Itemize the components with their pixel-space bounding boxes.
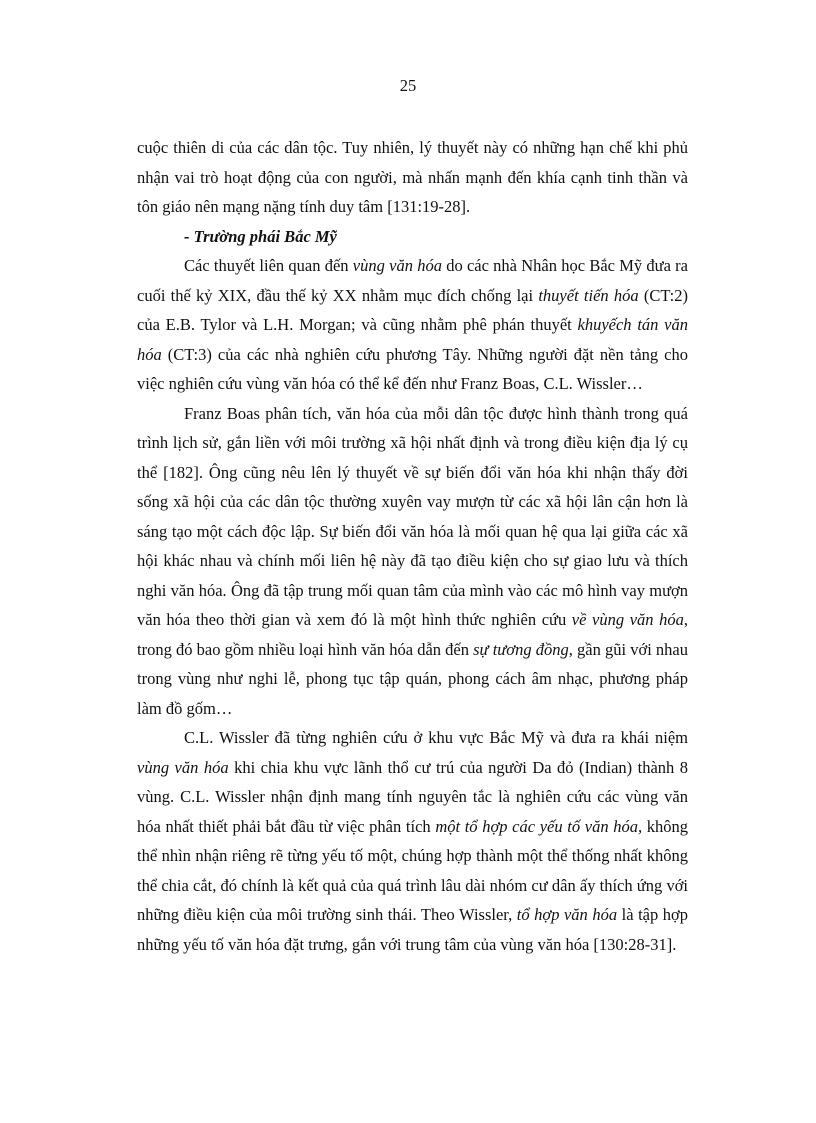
paragraph [137, 251, 688, 399]
section-heading [137, 222, 688, 252]
text-run: C.L. Wissler đã từng nghiên cứu ở khu vực Bắc Mỹ và đưa ra khái niệm [184, 728, 688, 747]
text-run: Franz Boas phân tích, văn hóa của mỗi dân tộc được hình thành trong quá trình lịch sử, gắn liền với môi trường xã hội nhất định và trong điều kiện địa lý cụ thể [182]. Ông cũng nêu lên lý thuyết về sự biến đổi văn hóa khi nhận thấy đời sống xã hội của các dân tộc thường xuyên vay mượn từ các xã hội lân cận hơn là sáng tạo một cách độc lập. Sự biến đổi văn hóa là mối quan hệ qua lại giữa các xã hội khác nhau và chính mối liên hệ này đã tạo điều kiện cho sự giao lưu và thích nghi văn hóa. Ông đã tập trung mối quan tâm của mình vào các mô hình vay mượn văn hóa theo thời gian và xem đó là một hình thức nghiên cứu [137, 403, 688, 629]
text-run: cuộc thiên di của các dân tộc. Tuy nhiên, lý thuyết này có những hạn chế khi phủ nhận vai trò hoạt động của con người, mà nhấn mạnh đến khía cạnh tinh thần và tôn giáo nên mạng nặng tính duy tâm [131:19-28]. [137, 138, 688, 216]
italic-text-run: khuyếch tán văn hóa [137, 315, 688, 364]
text-run: do các nhà Nhân học Bắc Mỹ đưa ra cuối thế kỷ XIX, đầu thế kỷ XX nhằm mục đích chống lại [137, 256, 688, 305]
page-number: 25 [399, 76, 417, 95]
text-run: Các thuyết liên quan đến [184, 256, 353, 275]
text-run: (CT:3) của các nhà nghiên cứu phương Tây. Những người đặt nền tảng cho việc nghiên cứu vùng văn hóa có thể kể đến như Franz Boas, C.L. Wissler… [137, 344, 688, 393]
paragraph [137, 723, 688, 959]
italic-text-run: - Trường phái Bắc Mỹ [184, 226, 337, 246]
text-run: là tập hợp những yếu tố văn hóa đặt trưng, gắn với trung tâm của vùng văn hóa [130:28-31]. [137, 905, 688, 954]
italic-text-run: một tổ hợp các yếu tố văn hóa, [435, 816, 643, 836]
text-run: (CT:2) của E.B. Tylor và L.H. Morgan; và cũng nhằm phê phán thuyết [137, 285, 688, 334]
text-run: không thể nhìn nhận riêng rẽ từng yếu tố một, chúng hợp thành một thể thống nhất không thể chia cắt, đó chính là kết quả của quá trình lâu dài nhóm cư dân ấy thích ứng với những điều kiện của môi trường sinh thái. Theo Wissler, [137, 816, 689, 924]
text-run: khi chia khu vực lãnh thổ cư trú của người Da đỏ (Indian) thành 8 vùng. C.L. Wissler nhận định mang tính nguyên tắc là nghiên cứu các vùng văn hóa nhất thiết phải bắt đầu từ việc phân tích [137, 757, 688, 836]
text-run: , gần gũi với nhau trong vùng như nghi lễ, phong tục tập quán, phong cách âm nhạc, phương pháp làm đồ gốm… [137, 639, 689, 718]
italic-text-run: về vùng văn hóa [571, 610, 684, 629]
italic-text-run: vùng văn hóa [352, 256, 442, 275]
italic-text-run: thuyết tiến hóa [538, 285, 639, 305]
paragraph [137, 133, 688, 222]
italic-text-run: tổ hợp văn hóa [516, 905, 618, 924]
body-text [137, 133, 688, 959]
text-run: , trong đó bao gồm nhiều loại hình văn hóa dẫn đến [137, 610, 688, 659]
italic-text-run: vùng văn hóa [137, 757, 229, 777]
paragraph [137, 399, 688, 724]
italic-text-run: sự tương đồng [473, 639, 569, 659]
